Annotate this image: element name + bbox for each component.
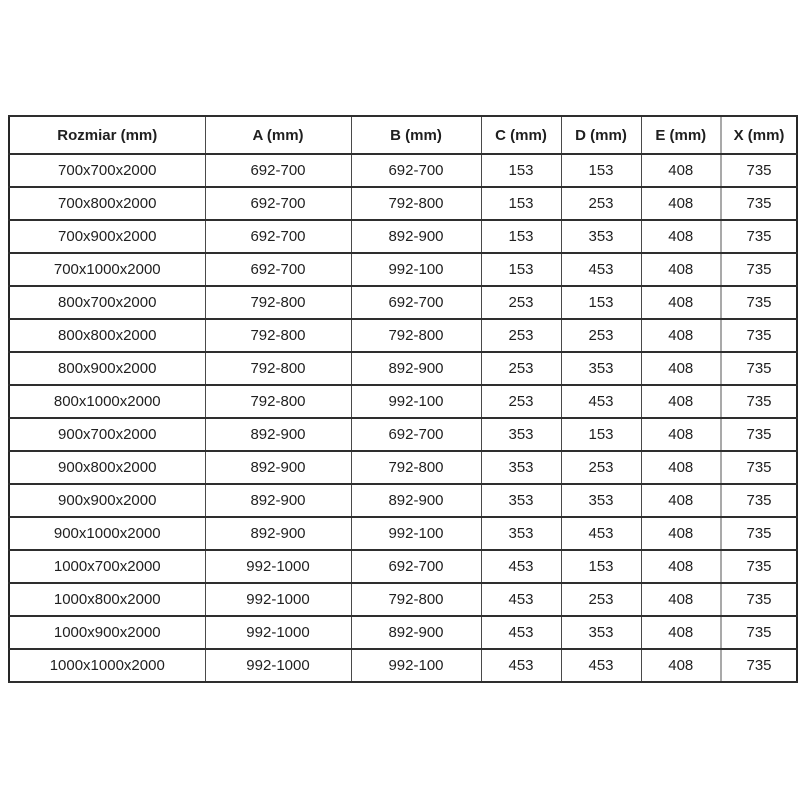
table-cell: 408: [641, 385, 721, 418]
table-cell: 153: [561, 418, 641, 451]
table-cell: 792-800: [351, 319, 481, 352]
table-cell: 408: [641, 649, 721, 682]
table-cell: 453: [561, 649, 641, 682]
table-cell: 408: [641, 319, 721, 352]
table-cell: 992-100: [351, 385, 481, 418]
table-row: [9, 319, 797, 352]
column-header-x: X (mm): [721, 116, 797, 154]
table-cell: 1000x900x2000: [9, 616, 205, 649]
header-row: [9, 116, 797, 154]
table-cell: 800x900x2000: [9, 352, 205, 385]
table-cell: 700x700x2000: [9, 154, 205, 187]
table-cell: 735: [721, 451, 797, 484]
table-cell: 353: [561, 616, 641, 649]
table-cell: 735: [721, 616, 797, 649]
table-cell: 735: [721, 484, 797, 517]
table-cell: 253: [561, 583, 641, 616]
table-cell: 735: [721, 352, 797, 385]
table-cell: 408: [641, 352, 721, 385]
table-cell: 735: [721, 220, 797, 253]
size-table-body: [9, 154, 797, 682]
table-cell: 353: [481, 418, 561, 451]
table-row: [9, 616, 797, 649]
table-cell: 692-700: [351, 286, 481, 319]
table-cell: 992-100: [351, 253, 481, 286]
table-cell: 153: [561, 550, 641, 583]
table-cell: 992-1000: [205, 583, 351, 616]
table-cell: 453: [481, 616, 561, 649]
table-cell: 692-700: [205, 154, 351, 187]
table-cell: 1000x700x2000: [9, 550, 205, 583]
table-row: [9, 484, 797, 517]
table-cell: 792-800: [351, 187, 481, 220]
table-cell: 700x1000x2000: [9, 253, 205, 286]
table-row: [9, 352, 797, 385]
table-row: [9, 418, 797, 451]
table-cell: 408: [641, 286, 721, 319]
table-cell: 353: [561, 484, 641, 517]
table-cell: 692-700: [351, 154, 481, 187]
table-cell: 900x900x2000: [9, 484, 205, 517]
table-cell: 253: [481, 352, 561, 385]
table-cell: 692-700: [351, 550, 481, 583]
column-header-a: A (mm): [205, 116, 351, 154]
table-cell: 408: [641, 583, 721, 616]
table-cell: 408: [641, 220, 721, 253]
table-cell: 735: [721, 286, 797, 319]
table-cell: 253: [561, 319, 641, 352]
table-row: [9, 220, 797, 253]
spec-table: [8, 115, 798, 683]
column-header-d: D (mm): [561, 116, 641, 154]
size-specification-table: [8, 115, 798, 683]
column-header-c: C (mm): [481, 116, 561, 154]
table-cell: 153: [561, 286, 641, 319]
table-cell: 353: [481, 451, 561, 484]
table-row: [9, 550, 797, 583]
table-row: [9, 517, 797, 550]
table-cell: 735: [721, 253, 797, 286]
table-cell: 892-900: [351, 352, 481, 385]
table-cell: 408: [641, 616, 721, 649]
table-cell: 408: [641, 550, 721, 583]
table-cell: 992-1000: [205, 550, 351, 583]
table-cell: 735: [721, 154, 797, 187]
table-row: [9, 286, 797, 319]
table-row: [9, 451, 797, 484]
table-cell: 735: [721, 385, 797, 418]
table-cell: 992-100: [351, 517, 481, 550]
table-cell: 792-800: [351, 451, 481, 484]
table-row: [9, 583, 797, 616]
table-cell: 892-900: [205, 484, 351, 517]
column-header-rozmiar: Rozmiar (mm): [9, 116, 205, 154]
table-cell: 453: [561, 253, 641, 286]
table-cell: 735: [721, 418, 797, 451]
table-cell: 735: [721, 583, 797, 616]
table-cell: 408: [641, 451, 721, 484]
table-cell: 892-900: [351, 616, 481, 649]
table-cell: 692-700: [205, 253, 351, 286]
table-row: [9, 649, 797, 682]
table-cell: 735: [721, 649, 797, 682]
table-cell: 992-100: [351, 649, 481, 682]
table-cell: 892-900: [205, 517, 351, 550]
table-cell: 453: [561, 385, 641, 418]
table-cell: 353: [481, 517, 561, 550]
table-cell: 800x800x2000: [9, 319, 205, 352]
table-row: [9, 253, 797, 286]
table-cell: 900x800x2000: [9, 451, 205, 484]
table-cell: 800x700x2000: [9, 286, 205, 319]
table-cell: 408: [641, 154, 721, 187]
table-cell: 735: [721, 517, 797, 550]
table-cell: 408: [641, 418, 721, 451]
table-row: [9, 154, 797, 187]
table-cell: 353: [481, 484, 561, 517]
table-cell: 692-700: [205, 187, 351, 220]
table-cell: 735: [721, 319, 797, 352]
table-cell: 353: [561, 220, 641, 253]
table-cell: 253: [481, 286, 561, 319]
table-cell: 992-1000: [205, 649, 351, 682]
table-cell: 153: [561, 154, 641, 187]
table-cell: 453: [481, 550, 561, 583]
table-cell: 253: [561, 187, 641, 220]
table-cell: 408: [641, 484, 721, 517]
table-cell: 792-800: [205, 385, 351, 418]
table-cell: 453: [481, 649, 561, 682]
table-cell: 735: [721, 187, 797, 220]
table-cell: 253: [561, 451, 641, 484]
table-cell: 900x700x2000: [9, 418, 205, 451]
table-cell: 692-700: [351, 418, 481, 451]
table-cell: 800x1000x2000: [9, 385, 205, 418]
table-cell: 900x1000x2000: [9, 517, 205, 550]
column-header-b: B (mm): [351, 116, 481, 154]
table-cell: 408: [641, 517, 721, 550]
table-cell: 792-800: [205, 352, 351, 385]
table-cell: 892-900: [205, 418, 351, 451]
table-cell: 892-900: [205, 451, 351, 484]
table-cell: 153: [481, 220, 561, 253]
table-cell: 692-700: [205, 220, 351, 253]
table-row: [9, 187, 797, 220]
table-cell: 253: [481, 319, 561, 352]
table-cell: 153: [481, 154, 561, 187]
table-row: [9, 385, 797, 418]
table-cell: 408: [641, 187, 721, 220]
table-cell: 353: [561, 352, 641, 385]
table-cell: 892-900: [351, 484, 481, 517]
table-cell: 408: [641, 253, 721, 286]
table-header: [9, 116, 797, 154]
table-cell: 792-800: [351, 583, 481, 616]
column-header-e: E (mm): [641, 116, 721, 154]
table-cell: 700x800x2000: [9, 187, 205, 220]
table-cell: 700x900x2000: [9, 220, 205, 253]
table-cell: 792-800: [205, 286, 351, 319]
table-cell: 253: [481, 385, 561, 418]
table-cell: 1000x800x2000: [9, 583, 205, 616]
table-cell: 153: [481, 253, 561, 286]
table-cell: 992-1000: [205, 616, 351, 649]
table-cell: 792-800: [205, 319, 351, 352]
table-cell: 892-900: [351, 220, 481, 253]
table-cell: 735: [721, 550, 797, 583]
table-cell: 153: [481, 187, 561, 220]
table-cell: 453: [481, 583, 561, 616]
table-cell: 453: [561, 517, 641, 550]
table-cell: 1000x1000x2000: [9, 649, 205, 682]
